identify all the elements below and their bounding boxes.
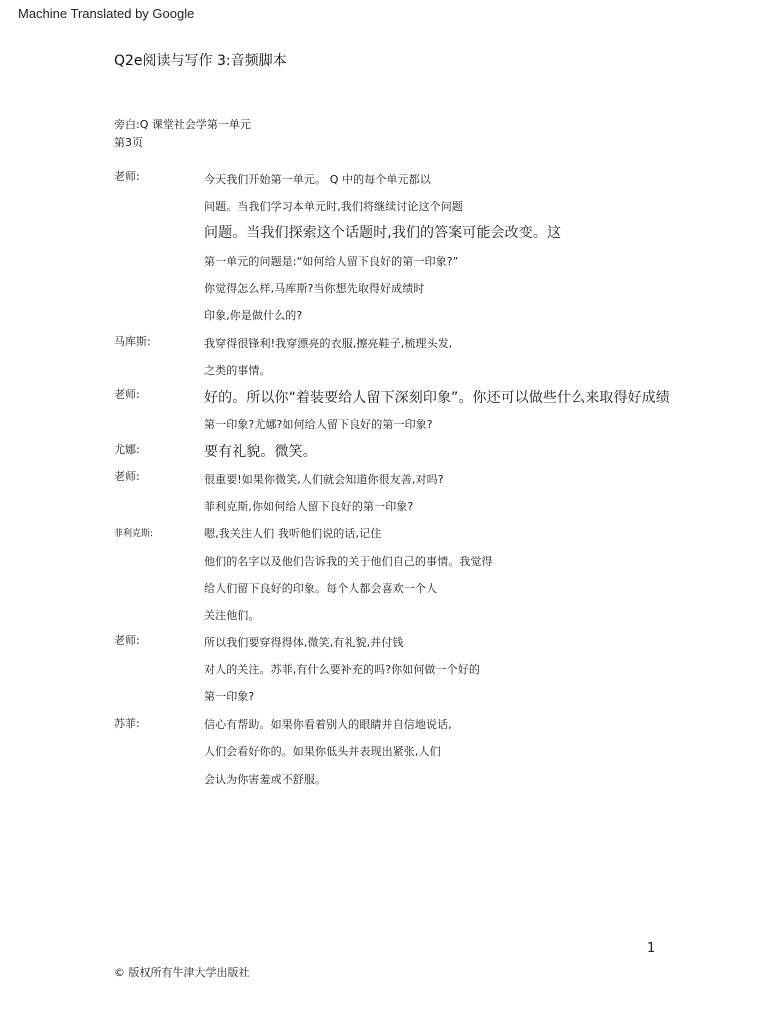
script-line: 关注他们。 (204, 609, 260, 622)
narrator-line: 旁白:Q 课堂社会学第一单元 (114, 118, 251, 131)
script-line: 所以我们要穿得得体,微笑,有礼貌,并付钱 (204, 636, 404, 649)
speaker-label: 老师: (114, 388, 140, 401)
script-line: 菲利克斯,你如何给人留下良好的第一印象? (204, 500, 414, 513)
page-number: 1 (647, 941, 656, 956)
script-line: 第一单元的问题是:“如何给人留下良好的第一印象?” (204, 255, 459, 268)
script-line: 印象,你是做什么的? (204, 309, 303, 322)
document-title: Q2e阅读与写作 3:音频脚本 (114, 53, 287, 69)
script-line: 问题。当我们探索这个话题时,我们的答案可能会改变。这 (204, 225, 562, 241)
script-line: 第一印象?尤娜?如何给人留下良好的第一印象? (204, 418, 433, 431)
speaker-label: 老师: (114, 634, 140, 647)
script-line: 给人们留下良好的印象。每个人都会喜欢一个人 (204, 582, 438, 595)
script-line: 会认为你害羞或不舒服。 (204, 773, 327, 786)
speaker-label: 苏菲: (114, 717, 140, 730)
script-line: 你觉得怎么样,马库斯?当你想先取得好成绩时 (204, 282, 425, 295)
speaker-label: 老师: (114, 170, 140, 183)
script-line: 要有礼貌。微笑。 (204, 444, 317, 460)
script-line: 之类的事情。 (204, 364, 271, 377)
script-line: 对人的关注。苏菲,有什么要补充的吗?你如何做一个好的 (204, 663, 480, 676)
script-line: 问题。当我们学习本单元时,我们将继续讨论这个问题 (204, 200, 463, 213)
script-line: 信心有帮助。如果你看着别人的眼睛并自信地说话, (204, 718, 452, 731)
script-line: 人们会看好你的。如果你低头并表现出紧张,人们 (204, 745, 441, 758)
machine-translation-banner: Machine Translated by Google (18, 6, 195, 21)
script-line: 很重要!如果你微笑,人们就会知道你很友善,对吗? (204, 473, 444, 486)
copyright-notice: © 版权所有牛津大学出版社 (114, 966, 250, 979)
script-line: 他们的名字以及他们告诉我的关于他们自己的事情。我觉得 (204, 555, 493, 568)
script-line: 嗯,我关注人们 我听他们说的话,记住 (204, 527, 382, 540)
speaker-label: 老师: (114, 470, 140, 483)
script-line: 好的。所以你“着装要给人留下深刻印象”。你还可以做些什么来取得好成绩 (204, 390, 670, 406)
script-line: 我穿得很锋利!我穿漂亮的衣服,擦亮鞋子,梳理头发, (204, 337, 453, 350)
speaker-label: 马库斯: (114, 335, 151, 348)
speaker-label: 尤娜: (114, 443, 140, 456)
script-line: 第一印象? (204, 690, 255, 703)
speaker-label: 菲利克斯: (114, 529, 154, 539)
page-reference: 第3页 (114, 136, 143, 149)
script-line: 今天我们开始第一单元。 Q 中的每个单元都以 (204, 173, 431, 186)
